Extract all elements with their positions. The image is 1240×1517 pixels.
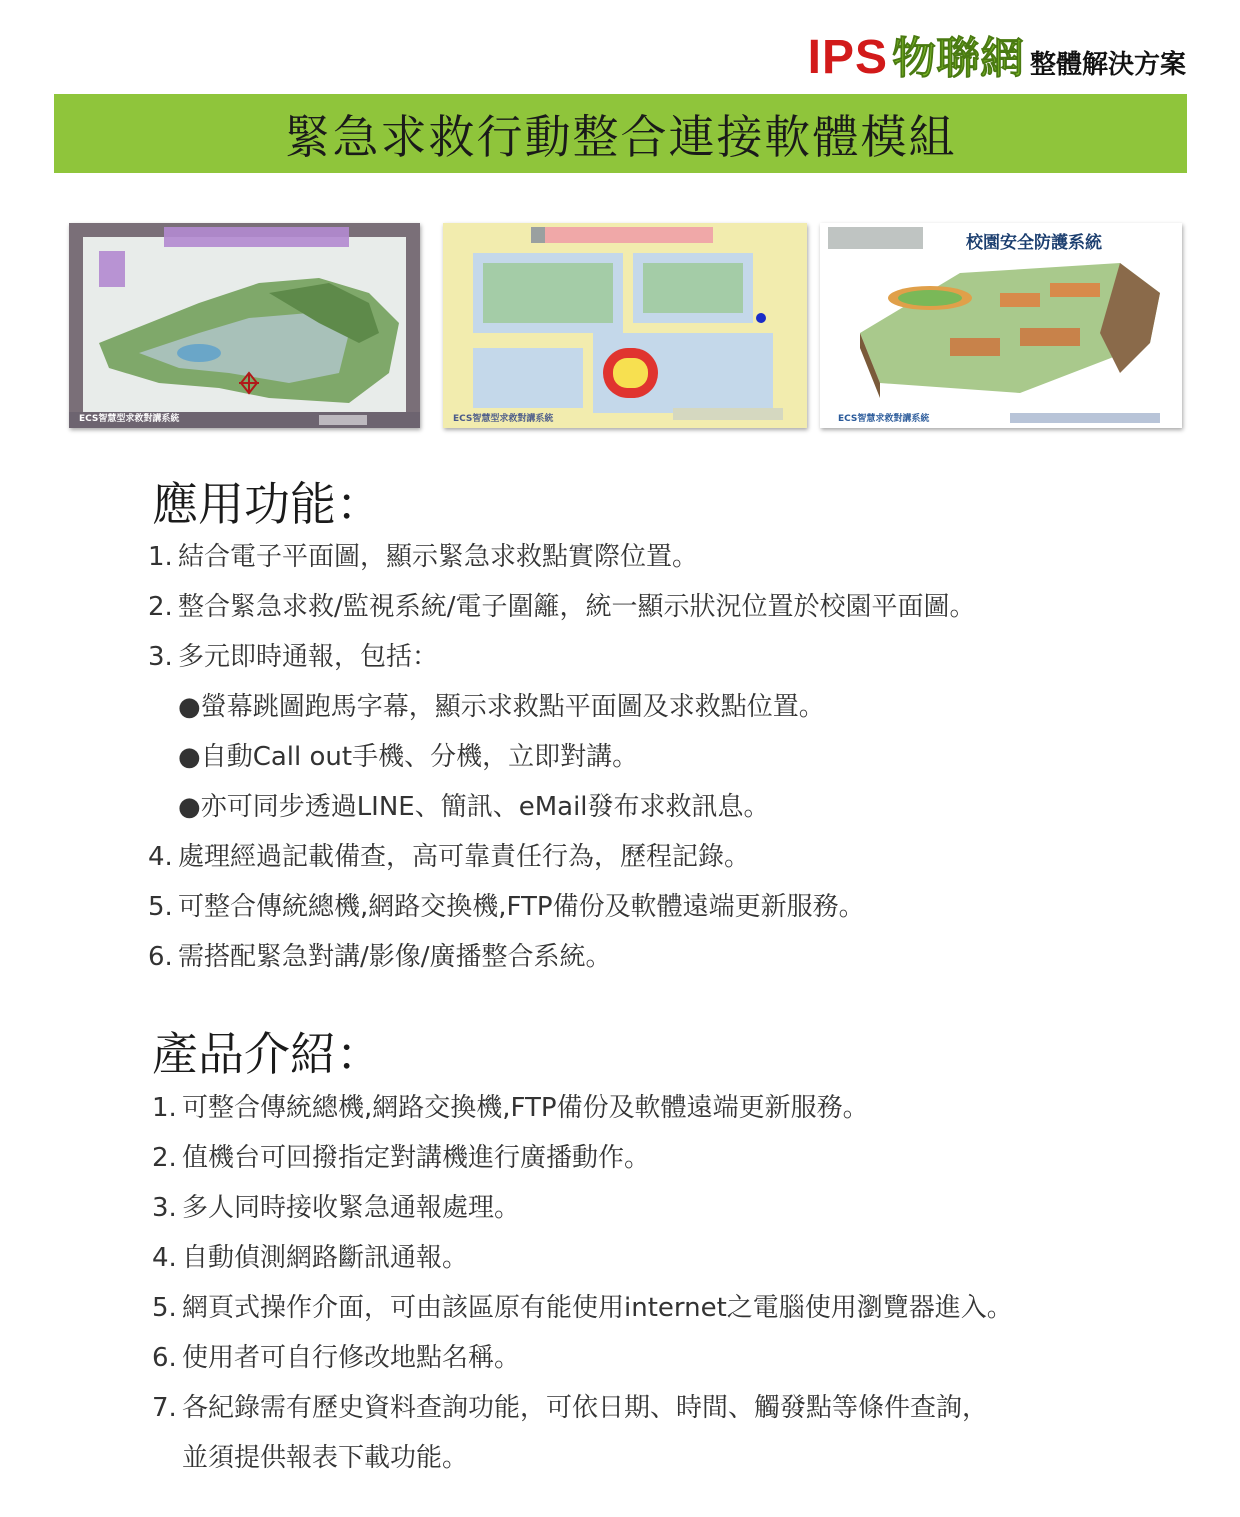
- list-item: 1. 結合電子平面圖，顯示緊急求救點實際位置。: [148, 542, 699, 572]
- list-item: 5. 網頁式操作介面，可由該區原有能使用internet之電腦使用瀏覽器進入。: [152, 1293, 1013, 1323]
- image-1-caption: ECS智慧型求救對講系統: [79, 414, 180, 424]
- list-item: 6. 需搭配緊急對講/影像/廣播整合系統。: [148, 942, 612, 972]
- list-sub-item: ●螢幕跳圖跑馬字幕，顯示求救點平面圖及求救點位置。: [178, 692, 825, 722]
- brand-ips: IPS: [807, 31, 888, 84]
- image-2-caption: ECS智慧型求救對講系統: [453, 414, 554, 424]
- page-title: 緊急求救行動整合連接軟體模組: [284, 109, 957, 164]
- campus-map-image-1: [69, 223, 420, 428]
- products-list: [152, 1083, 1013, 1483]
- brand-subtitle: 整體解決方案: [1029, 50, 1186, 80]
- list-item: 7. 各紀錄需有歷史資料查詢功能，可依日期、時間、觸發點等條件查詢， 並須提供報表下載功能。: [152, 1393, 989, 1473]
- title-bar: [54, 94, 1187, 173]
- list-item: 6. 使用者可自行修改地點名稱。: [152, 1343, 521, 1373]
- bullet-icon: ●: [178, 742, 201, 772]
- list-item: 3. 多人同時接收緊急通報處理。: [152, 1193, 521, 1223]
- list-item: 2. 整合緊急求救/監視系統/電子圍籬，統一顯示狀況位置於校園平面圖。: [148, 592, 976, 622]
- image-3-caption: ECS智慧求救對講系統: [838, 414, 930, 424]
- campus-3d-image: [820, 223, 1182, 428]
- brand-iot: 物聯網: [891, 33, 1024, 84]
- applications-list: [148, 532, 976, 982]
- list-item: 1. 可整合傳統總機,網路交換機,FTP備份及軟體遠端更新服務。: [152, 1093, 869, 1123]
- list-item: 5. 可整合傳統總機,網路交換機,FTP備份及軟體遠端更新服務。: [148, 892, 865, 922]
- products-heading: 產品介紹：: [152, 1027, 382, 1081]
- image-3-title: 校園安全防護系統: [966, 233, 1102, 253]
- list-item: 4. 自動偵測網路斷訊通報。: [152, 1243, 469, 1273]
- bullet-icon: ●: [178, 792, 201, 822]
- list-sub-item: ●亦可同步透過LINE、簡訊、eMail發布求救訊息。: [178, 792, 770, 822]
- campus-map-image-2: [443, 223, 807, 428]
- applications-heading: 應用功能：: [152, 477, 382, 531]
- list-sub-item: ●自動Call out手機、分機，立即對講。: [178, 742, 639, 772]
- brand-logo: [808, 22, 1186, 86]
- list-item: 3. 多元即時通報，包括：: [148, 642, 439, 672]
- bullet-icon: ●: [178, 692, 201, 722]
- list-item: 2. 值機台可回撥指定對講機進行廣播動作。: [152, 1143, 651, 1173]
- list-item: 4. 處理經過記載備查，高可靠責任行為，歷程記錄。: [148, 842, 751, 872]
